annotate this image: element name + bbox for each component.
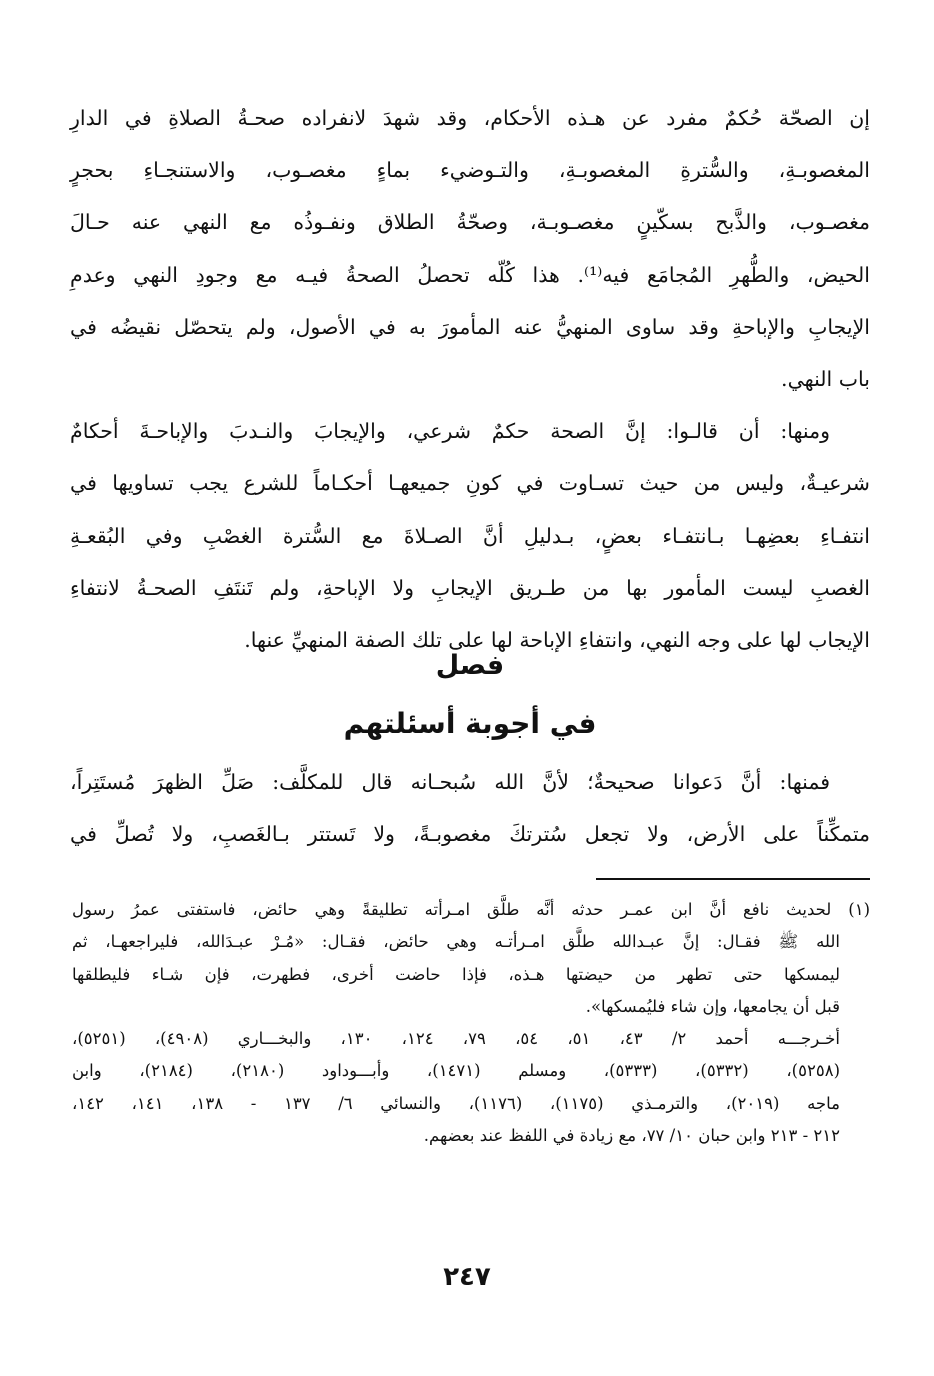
text-line: الغصبِ ليست المأمور بها من طـريق الإيجابِ ولا الإباحةِ، ولم تَنتَفِ الصحـةُ لانتفاءِ bbox=[70, 575, 870, 600]
text-line: الإيجابِ والإباحةِ وقد ساوى المنهيُّ عنه المأمورَ به في الأصول، ولم يتحصّل نقيضُه في bbox=[70, 314, 870, 339]
footnote-separator bbox=[596, 878, 870, 880]
text-line: الحيض، والطُّهرِ المُجامَع فيه⁽¹⁾. هذا كُلّه تحصلُ الصحةُ فيـه مع وجودِ النهي وعدمِ bbox=[70, 262, 870, 287]
footnote-line: ماجه (٢٠١٩)، والترمـذي (١١٧٥)، (١١٧٦)، والنسائي ٦/ ١٣٧ - ١٣٨، ١٤١، ١٤٢، bbox=[72, 1093, 840, 1113]
footnote-line: (١) لحديث نافع أنَّ ابن عمـر حدثه أنَّه طلَّق امـرأته تطليقةً وهي حائض، فاستفتى عمرُ رسول bbox=[72, 900, 870, 919]
footnotes-block bbox=[72, 894, 870, 1152]
text-line: انتفـاءِ بعضِهـا بـانتفـاء بعضٍ، بـدليلِ أنَّ الصـلاةَ مع السُّترة الغصْبِ وفي البُقعـةِ bbox=[70, 523, 870, 548]
footnote-line: أخـرجـــه أحمد ٢/ ٤٣، ٥١، ٥٤، ٧٩، ١٢٤، ١٣٠، والبخـــاري (٤٩٠٨)، (٥٢٥١)، bbox=[72, 1029, 840, 1049]
text-line: الإيجاب لها على وجه النهي، وانتفاءِ الإباحة لها على تلك الصفة المنهيِّ عنها. bbox=[244, 627, 870, 652]
text-line: ومنها: أن قالـوا: إنَّ الصحة حكمٌ شرعي، والإيجابَ والنـدبَ والإباحـةَ أحكامٌ bbox=[70, 419, 830, 444]
text-line: باب النهي. bbox=[781, 366, 870, 391]
main-text-block bbox=[70, 92, 870, 666]
footnote-line: ٢١٢ - ٢١٣ وابن حبان ١٠/ ٧٧، مع زيادة في اللفظ عند بعضهم. bbox=[423, 1126, 840, 1146]
page-number: ٢٤٧ bbox=[443, 1262, 491, 1292]
text-line: فمنها: أنَّ دَعوانا صحيحةٌ؛ لأنَّ الله سُبحـانه قال للمكلَّف: صَلِّ الظهرَ مُستَتِراً، bbox=[70, 770, 830, 794]
footnote-line: ليمسكها حتى تطهر من حيضتها هـذه، فإذا حاضت أخرى، فطهرت، فإن شـاء فليطلقها bbox=[72, 964, 840, 984]
footnote-line: (٥٢٥٨)، (٥٣٣٢)، (٥٣٣٣)، ومسلم (١٤٧١)، وأبـــوداود (٢١٨٠)، (٢١٨٤)، وابن bbox=[72, 1061, 840, 1081]
footnote-line: الله ﷺ فقـال: إنَّ عبـدالله طلَّق امـرأتـه وهي حائض، فقـال: «مُـرْ عبـدَالله، فليراجعهـا، ثم bbox=[72, 932, 840, 952]
text-line: متمكِّناً على الأرض، ولا تجعل سُترتكَ مغصوبـةً، ولا تَستتر بـالغَصبِ، ولا تُصلِّ في bbox=[70, 822, 870, 847]
text-line: مغصـوب، والذَّبح بسكّينٍ مغصـوبـة، وصحّةُ الطلاق ونفـوذُه مع النهي عنه حـالَ bbox=[70, 210, 870, 235]
section-subheading: في أجوبة أسئلتهم bbox=[343, 707, 597, 740]
section-text-block bbox=[70, 756, 870, 860]
text-line: المغصوبـةِ، والسُّترةِ المغصوبـةِ، والتـوضيء بماءٍ مغصـوب، والاستنجـاءِ بحجرٍ bbox=[70, 158, 870, 183]
text-line: شرعيـةٌ، وليس من حيث تسـاوت في كونِ جميعهـا أحكـاماً للشرع يجب تساويها في bbox=[70, 471, 870, 496]
footnote-line: قبل أن يجامعها، وإن شاء فليُمسكها». bbox=[585, 996, 840, 1016]
text-line: إن الصحّة حُكمٌ مفرد عن هـذه الأحكام، وقد شهدَ لانفراده صحـةُ الصلاةِ في الدارِ bbox=[70, 106, 870, 130]
section-heading: فصل bbox=[435, 650, 505, 681]
